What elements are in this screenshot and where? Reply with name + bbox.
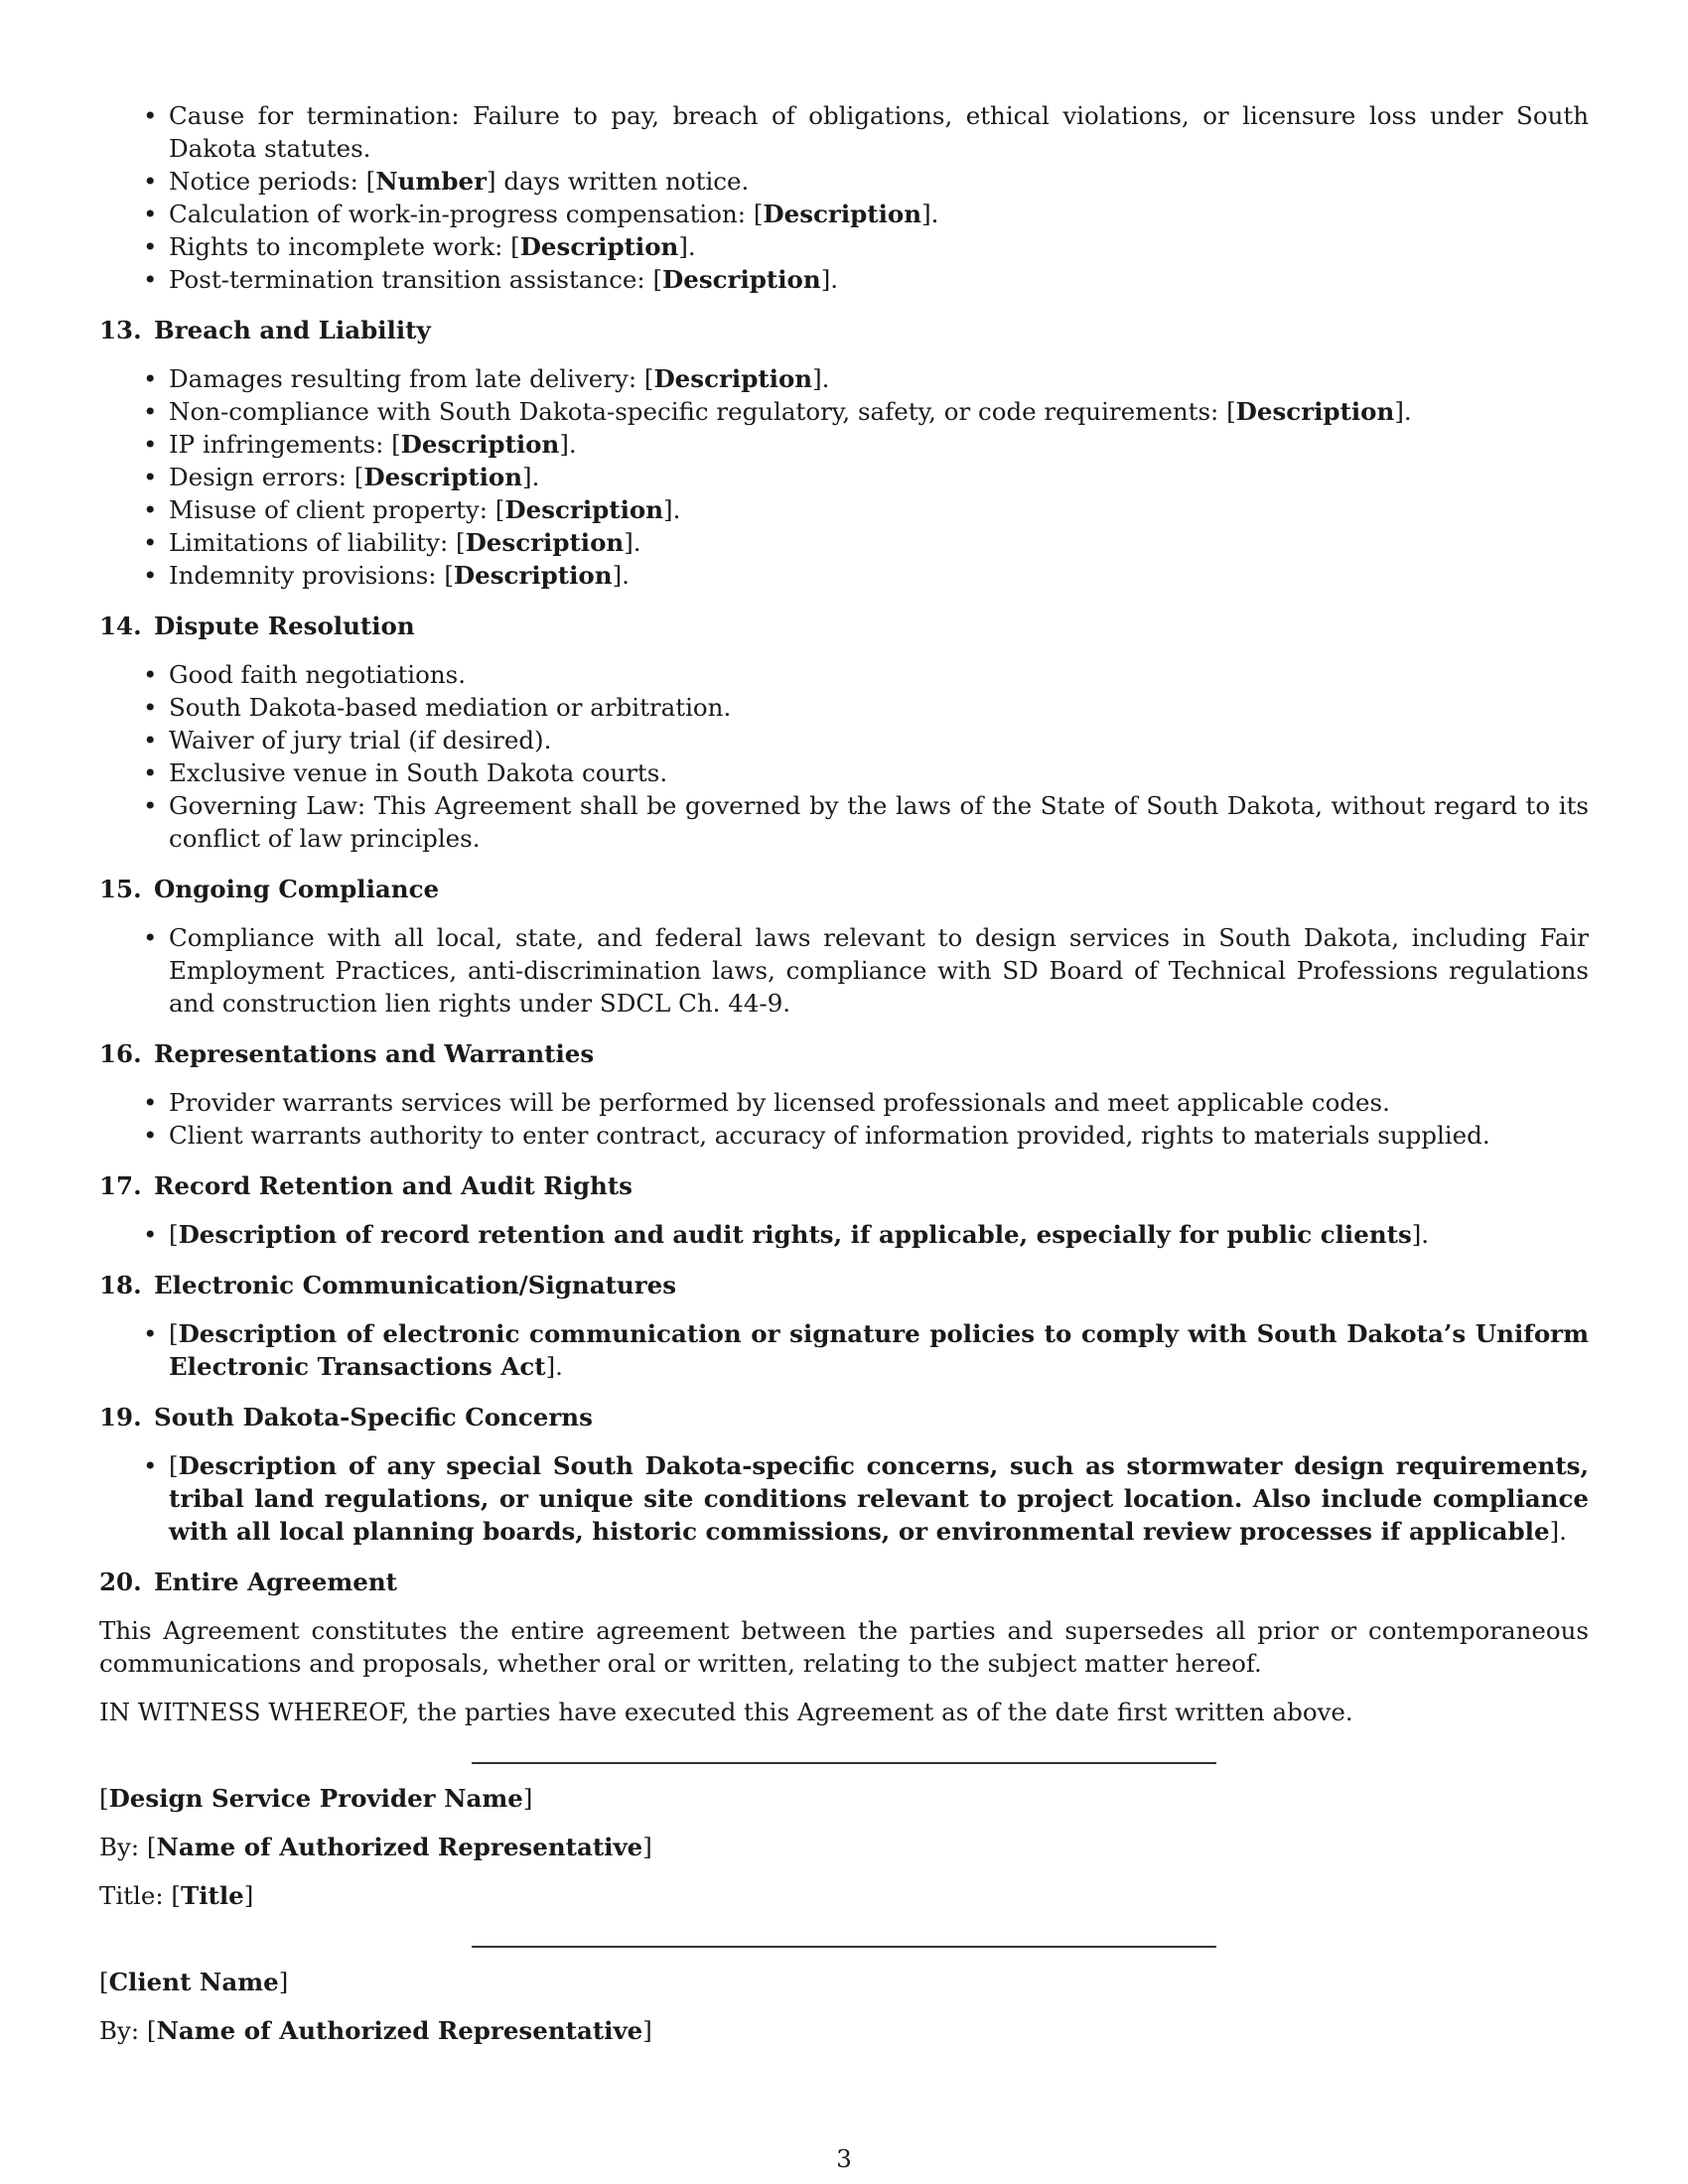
section-title: Entire Agreement [154, 1568, 397, 1596]
item-text: Post-termination transition assistance: [ [169, 265, 663, 294]
item-placeholder: Description of record retention and audit rights, if applicable, especially for public clients [178, 1220, 1412, 1249]
section-number: 17. [99, 1171, 142, 1200]
item-placeholder: Description [1235, 397, 1395, 426]
list-item [169, 724, 1589, 756]
item-placeholder: Description [453, 561, 613, 590]
section-heading [99, 1037, 1589, 1070]
provider-by-line: By: [Name of Authorized Representative] [99, 1833, 652, 1861]
item-text: Design errors: [ [169, 463, 364, 491]
item-text: [ [169, 1451, 179, 1480]
item-text: Notice periods: [ [169, 167, 376, 196]
section-heading [99, 1169, 1589, 1202]
list-item [169, 263, 1589, 296]
item-text: Waiver of jury trial (if desired). [169, 726, 552, 754]
item-text: [ [169, 1220, 179, 1249]
item-text: Non-compliance with South Dakota-specific regulatory, safety, or code requirements: [ [169, 397, 1236, 426]
item-placeholder: Number [375, 167, 487, 196]
item-text: Indemnity provisions: [ [169, 561, 454, 590]
item-text: Calculation of work-in-progress compensation: [ [169, 200, 764, 228]
client-by-line: By: [Name of Authorized Representative] [99, 2016, 652, 2045]
item-text-end: ]. [1394, 397, 1412, 426]
list-item [169, 165, 1589, 198]
item-text-end: ] days written notice. [486, 167, 750, 196]
section-number: 13. [99, 316, 142, 344]
item-text-end: ]. [1411, 1220, 1430, 1249]
item-text: South Dakota-based mediation or arbitration. [169, 693, 732, 722]
item-text: Provider warrants services will be performed by licensed professionals and meet applicable codes. [169, 1088, 1390, 1117]
item-text-end: ]. [663, 495, 681, 524]
termination-list [99, 99, 1589, 296]
section-title: Electronic Communication/Signatures [154, 1271, 676, 1299]
section-number: 14. [99, 612, 142, 640]
section-number: 15. [99, 875, 142, 903]
item-placeholder: Description [400, 430, 560, 459]
item-text-end: ]. [545, 1352, 563, 1381]
section-title: Record Retention and Audit Rights [154, 1171, 633, 1200]
list-item [169, 526, 1589, 559]
item-text: Exclusive venue in South Dakota courts. [169, 758, 668, 787]
item-text: [ [169, 1319, 179, 1348]
section-list [99, 362, 1589, 592]
item-placeholder: Description [504, 495, 664, 524]
section-heading [99, 1566, 1589, 1598]
list-item [169, 428, 1589, 461]
list-item [169, 1086, 1589, 1119]
list-item [169, 756, 1589, 789]
section-title: Representations and Warranties [154, 1039, 595, 1068]
client-representative: Name of Authorized Representative [156, 2016, 643, 2045]
witness-paragraph: IN WITNESS WHEREOF, the parties have executed this Agreement as of the date first written above. [99, 1698, 1353, 1726]
section-list [99, 1317, 1589, 1383]
client-name-line: [Client Name] [99, 1968, 289, 1996]
item-text: Rights to incomplete work: [ [169, 232, 520, 261]
list-item [169, 461, 1589, 493]
item-text: Limitations of liability: [ [169, 528, 466, 557]
section-heading [99, 1269, 1589, 1301]
item-text-end: ]. [678, 232, 696, 261]
item-text: Compliance with all local, state, and federal laws relevant to design services in South Dakota, including Fair Employment Practices, anti-discrimination laws, compliance with SD Board of Technical Professions regulations and construction lien rights under SDCL Ch. 44-9. [169, 923, 1589, 1018]
provider-name-line: [Design Service Provider Name] [99, 1784, 533, 1813]
section-list [99, 1449, 1589, 1548]
section-heading [99, 1401, 1589, 1433]
item-text: Damages resulting from late delivery: [ [169, 364, 654, 393]
section-heading [99, 873, 1589, 905]
page-number: 3 [836, 2144, 852, 2173]
list-item [169, 230, 1589, 263]
list-item [169, 493, 1589, 526]
signature-line-provider [472, 1762, 1216, 1764]
signature-line-client [472, 1946, 1216, 1948]
client-name: Client Name [108, 1968, 279, 1996]
item-placeholder: Description [465, 528, 625, 557]
section-title: Breach and Liability [154, 316, 431, 344]
provider-representative: Name of Authorized Representative [156, 1833, 643, 1861]
provider-name: Design Service Provider Name [108, 1784, 523, 1813]
item-placeholder: Description [763, 200, 922, 228]
list-item [169, 921, 1589, 1020]
item-text-end: ]. [812, 364, 830, 393]
item-placeholder: Description of electronic communication or signature policies to comply with South Dakota’s Uniform Electronic Transactions Act [169, 1319, 1589, 1381]
item-placeholder: Description [653, 364, 813, 393]
item-text: Cause for termination: Failure to pay, breach of obligations, ethical violations, or licensure loss under South Dakota statutes. [169, 101, 1589, 163]
document-content [99, 99, 1589, 2063]
section-heading [99, 314, 1589, 346]
list-item [169, 789, 1589, 855]
item-placeholder: Description [662, 265, 821, 294]
provider-by-label: By: [99, 1833, 140, 1861]
provider-title-line: Title: [Title] [99, 1881, 254, 1910]
list-item [169, 395, 1589, 428]
list-item [169, 1218, 1589, 1251]
list-item [169, 198, 1589, 230]
provider-title-label: Title: [99, 1881, 164, 1910]
section-number: 20. [99, 1568, 142, 1596]
item-text-end: ]. [1549, 1517, 1567, 1546]
section-number: 18. [99, 1271, 142, 1299]
section-heading [99, 610, 1589, 642]
item-text: Governing Law: This Agreement shall be governed by the laws of the State of South Dakota, without regard to its conflict of law principles. [169, 791, 1589, 853]
sections-container [99, 314, 1589, 1548]
list-item [169, 691, 1589, 724]
item-placeholder: Description [519, 232, 679, 261]
section-list [99, 658, 1589, 855]
section-list [99, 1086, 1589, 1152]
list-item [169, 99, 1589, 165]
item-text-end: ]. [612, 561, 630, 590]
entire-agreement-paragraph: This Agreement constitutes the entire agreement between the parties and supersedes all prior or contemporaneous communications and proposals, whether oral or written, relating to the subject matter hereof. [99, 1616, 1589, 1678]
item-text-end: ]. [522, 463, 540, 491]
item-text: Client warrants authority to enter contract, accuracy of information provided, rights to materials supplied. [169, 1121, 1490, 1150]
item-placeholder: Description [363, 463, 523, 491]
list-item [169, 1317, 1589, 1383]
section-number: 16. [99, 1039, 142, 1068]
item-text: Misuse of client property: [ [169, 495, 505, 524]
client-by-label: By: [99, 2016, 140, 2045]
list-item [169, 362, 1589, 395]
item-text: IP infringements: [ [169, 430, 401, 459]
list-item [169, 1449, 1589, 1548]
section-title: Ongoing Compliance [154, 875, 440, 903]
item-text: Good faith negotiations. [169, 660, 467, 689]
item-text-end: ]. [559, 430, 577, 459]
section-list [99, 921, 1589, 1020]
list-item [169, 658, 1589, 691]
section-title: South Dakota-Specific Concerns [154, 1403, 593, 1432]
provider-title: Title [180, 1881, 244, 1910]
item-placeholder: Description of any special South Dakota-specific concerns, such as stormwater design requirements, tribal land regulations, or unique site conditions relevant to project location. Also include compliance with all local planning boards, historic commissions, or environmental review processes if applicable [169, 1451, 1589, 1546]
list-item [169, 559, 1589, 592]
item-text-end: ]. [820, 265, 839, 294]
section-title: Dispute Resolution [154, 612, 415, 640]
item-text-end: ]. [921, 200, 939, 228]
item-text-end: ]. [624, 528, 641, 557]
section-number: 19. [99, 1403, 142, 1432]
section-list [99, 1218, 1589, 1251]
list-item [169, 1119, 1589, 1152]
